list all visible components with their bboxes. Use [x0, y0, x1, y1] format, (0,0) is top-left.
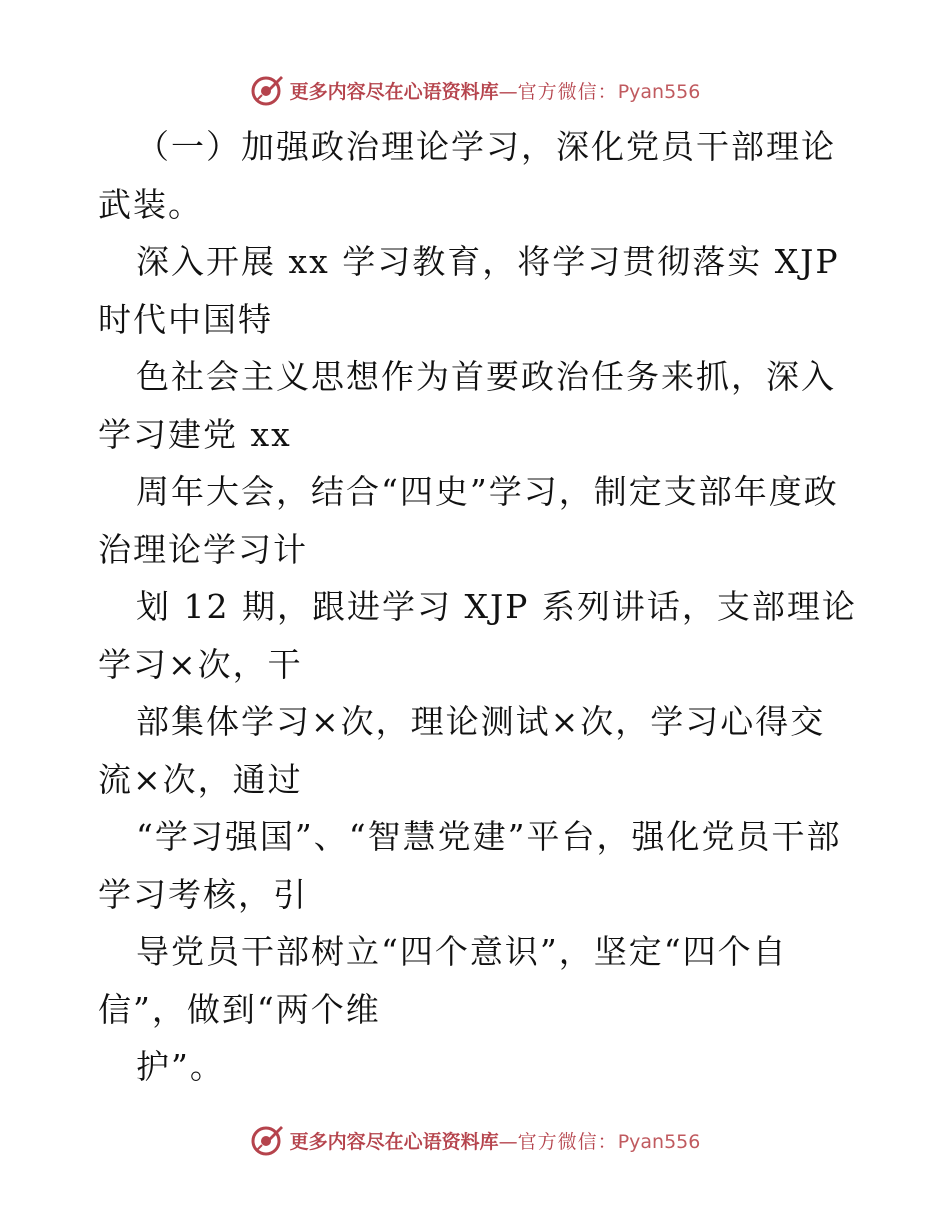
paragraph: 色社会主义思想作为首要政治任务来抓，深入学习建党 xx — [98, 357, 836, 454]
banner-text — [290, 77, 701, 104]
banner-text — [290, 1127, 701, 1154]
banner-wechat-id: Pyan556 — [617, 80, 701, 103]
banner-main-text: 更多内容尽在心语资料库 — [289, 80, 499, 103]
paragraph: 导党员干部树立“四个意识”，坚定“四个自信”，做到“两个维 — [98, 932, 788, 1029]
paragraph: “学习强国”、“智慧党建”平台，强化党员干部学习考核，引 — [98, 817, 842, 914]
banner-label: 官方微信： — [517, 1130, 618, 1153]
paragraph: 护”。 — [136, 1047, 225, 1086]
paragraph: 深入开展 xx 学习教育，将学习贯彻落实 XJP 时代中国特 — [98, 242, 840, 339]
paragraph: 部集体学习×次，理论测试×次，学习心得交流×次，通过 — [98, 702, 826, 799]
paragraph: 周年大会，结合“四史”学习，制定支部年度政治理论学习计 — [98, 472, 839, 569]
quill-logo-icon — [250, 1123, 284, 1157]
paragraph-heading: （一）加强政治理论学习，深化党员干部理论武装。 — [98, 127, 836, 224]
banner-label: 官方微信： — [517, 80, 618, 103]
header-banner — [0, 70, 950, 110]
quill-logo-icon — [250, 73, 284, 107]
footer-banner — [0, 1120, 950, 1160]
banner-wechat-id: Pyan556 — [617, 1130, 701, 1153]
banner-main-text: 更多内容尽在心语资料库 — [289, 1130, 499, 1153]
banner-separator: — — [498, 1130, 518, 1153]
document-body — [98, 118, 858, 1096]
banner-separator: — — [498, 80, 518, 103]
paragraph: 划 12 期，跟进学习 XJP 系列讲话，支部理论学习×次，干 — [98, 587, 857, 684]
